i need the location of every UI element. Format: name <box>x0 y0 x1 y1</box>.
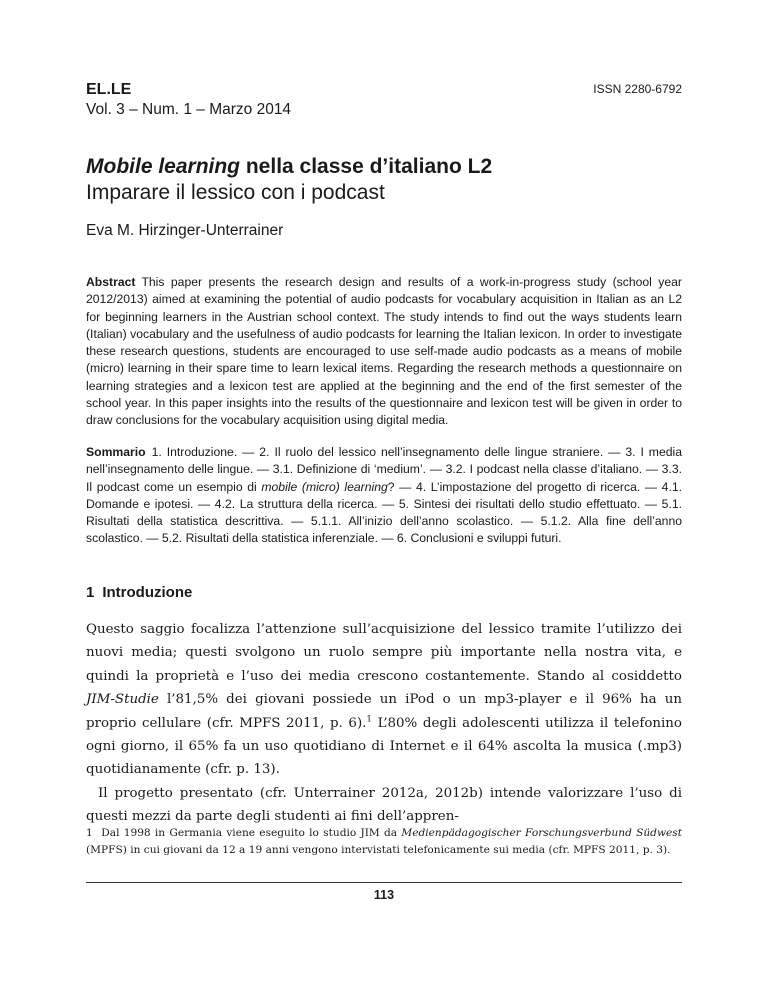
sommario-text-b: ? — 4. L’impostazione del progetto di ricerca. — 4.1. Domande e ipotesi. — 4.2. La struttura della ricerca. — 5. Sintesi dei risultati dello studio effettuato. — 5.1. Risultati della statistica descrittiva. — 5.1.1. All’inizio dell’anno scolastico. — 5.1.2. Alla fine dell’anno scolastico. — 5.2. Risultati della statistica inferenziale. — 6. Conclusioni e sviluppi futuri. <box>86 479 682 546</box>
title-block <box>86 154 682 206</box>
section-number: 1 <box>86 584 95 601</box>
paragraph-italic: JIM-Studie <box>86 692 159 708</box>
issn: ISSN 2280-6792 <box>593 82 682 96</box>
footnote-ref[interactable]: 1 <box>366 714 372 725</box>
paragraph: Il progetto presentato (cfr. Unterrainer 2012a, 2012b) intende valorizzare l’uso di questi mezzi da parte degli studenti ai fini dell’appren- <box>86 785 682 825</box>
article-title-rest: nella classe d’italiano L2 <box>240 155 493 178</box>
footnote-text-b: (MPFS) in cui giovani da 12 a 19 anni vengono intervistati telefonicamente sui media (cfr. MPFS 2011, p. 3). <box>86 843 671 856</box>
paragraph-text: l’81,5% dei giovani possiede un iPod o un mp3-player e il 96% ha un proprio cellulare (cfr. MPFS 2011, p. 6). <box>86 692 682 731</box>
table-of-contents <box>86 444 682 548</box>
section-title: Introduzione <box>102 584 193 601</box>
body-text <box>86 618 682 829</box>
article-subtitle: Imparare il lessico con i podcast <box>86 181 385 204</box>
article-title <box>86 154 682 180</box>
page-number: 113 <box>373 888 395 902</box>
journal-header <box>86 80 682 120</box>
sommario-text-a: 1. Introduzione. — 2. Il ruolo del lessico nell’insegnamento delle lingue straniere. — 3. I media nell’insegnamento delle lingue. — 3.1. Definizione di ‘medium’. — 3.2. I podcast nella classe d’italiano. — 3.3. Il podcast come un esempio di <box>86 445 682 494</box>
footnote <box>86 825 682 858</box>
abstract <box>86 274 682 430</box>
sommario-text-italic: mobile (micro) learning <box>261 479 388 494</box>
section-heading <box>86 584 192 601</box>
article-title-italic: Mobile learning <box>86 155 241 178</box>
abstract-label: Abstract <box>86 275 136 289</box>
abstract-text: This paper presents the research design and results of a work-in-progress study (school year 2012/2013) aimed at examining the potential of audio podcasts for vocabulary acquisition in Italian as an L2 for beginning learners in the Austrian school context. The study intends to find out the ways students learn (Italian) vocabulary and the usefulness of audio podcasts for learning the Italian lexicon. In order to investigate these research questions, students are encouraged to use self-made audio podcasts as a means of mobile (micro) learning in their spare time to learn lexical items. Regarding the research methods a questionnaire on learning strategies and a lexicon test are applied at the beginning and the end of the first semester of the school year. In this paper insights into the results of the questionnaire and lexicon test will be given in order to draw conclusions for the vocabulary acquisition using digital media. <box>86 275 682 428</box>
journal-volume: Vol. 3 – Num. 1 – Marzo 2014 <box>86 101 292 118</box>
footnote-number: 1 <box>86 827 93 839</box>
paragraph-text: Questo saggio focalizza l’attenzione sull’acquisizione del lessico tramite l’utilizzo dei nuovi media; questi svolgono un ruolo sempre più importante nella nostra vita, e quindi la proprietà e l’uso dei media crescono costantemente. Stando al cosiddetto <box>86 622 682 684</box>
footer-rule <box>86 882 682 883</box>
author: Eva M. Hirzinger-Unterrainer <box>86 222 284 239</box>
paragraph <box>86 618 682 782</box>
paragraph-text: L’80% degli adolescenti utilizza il telefonino ogni giorno, il 65% fa un uso quotidiano di Internet e il 64% ascolta la musica (.mp3) quotidianamente (cfr. p. 13). <box>86 715 682 778</box>
journal-name: EL.LE <box>86 81 132 98</box>
footnote-text-a: Dal 1998 in Germania viene eseguito lo studio JIM da <box>101 827 402 839</box>
footnote-text-italic: Medienpädagogischer Forschungsverbund Südwest <box>401 827 682 839</box>
sommario-label: Sommario <box>86 445 146 459</box>
